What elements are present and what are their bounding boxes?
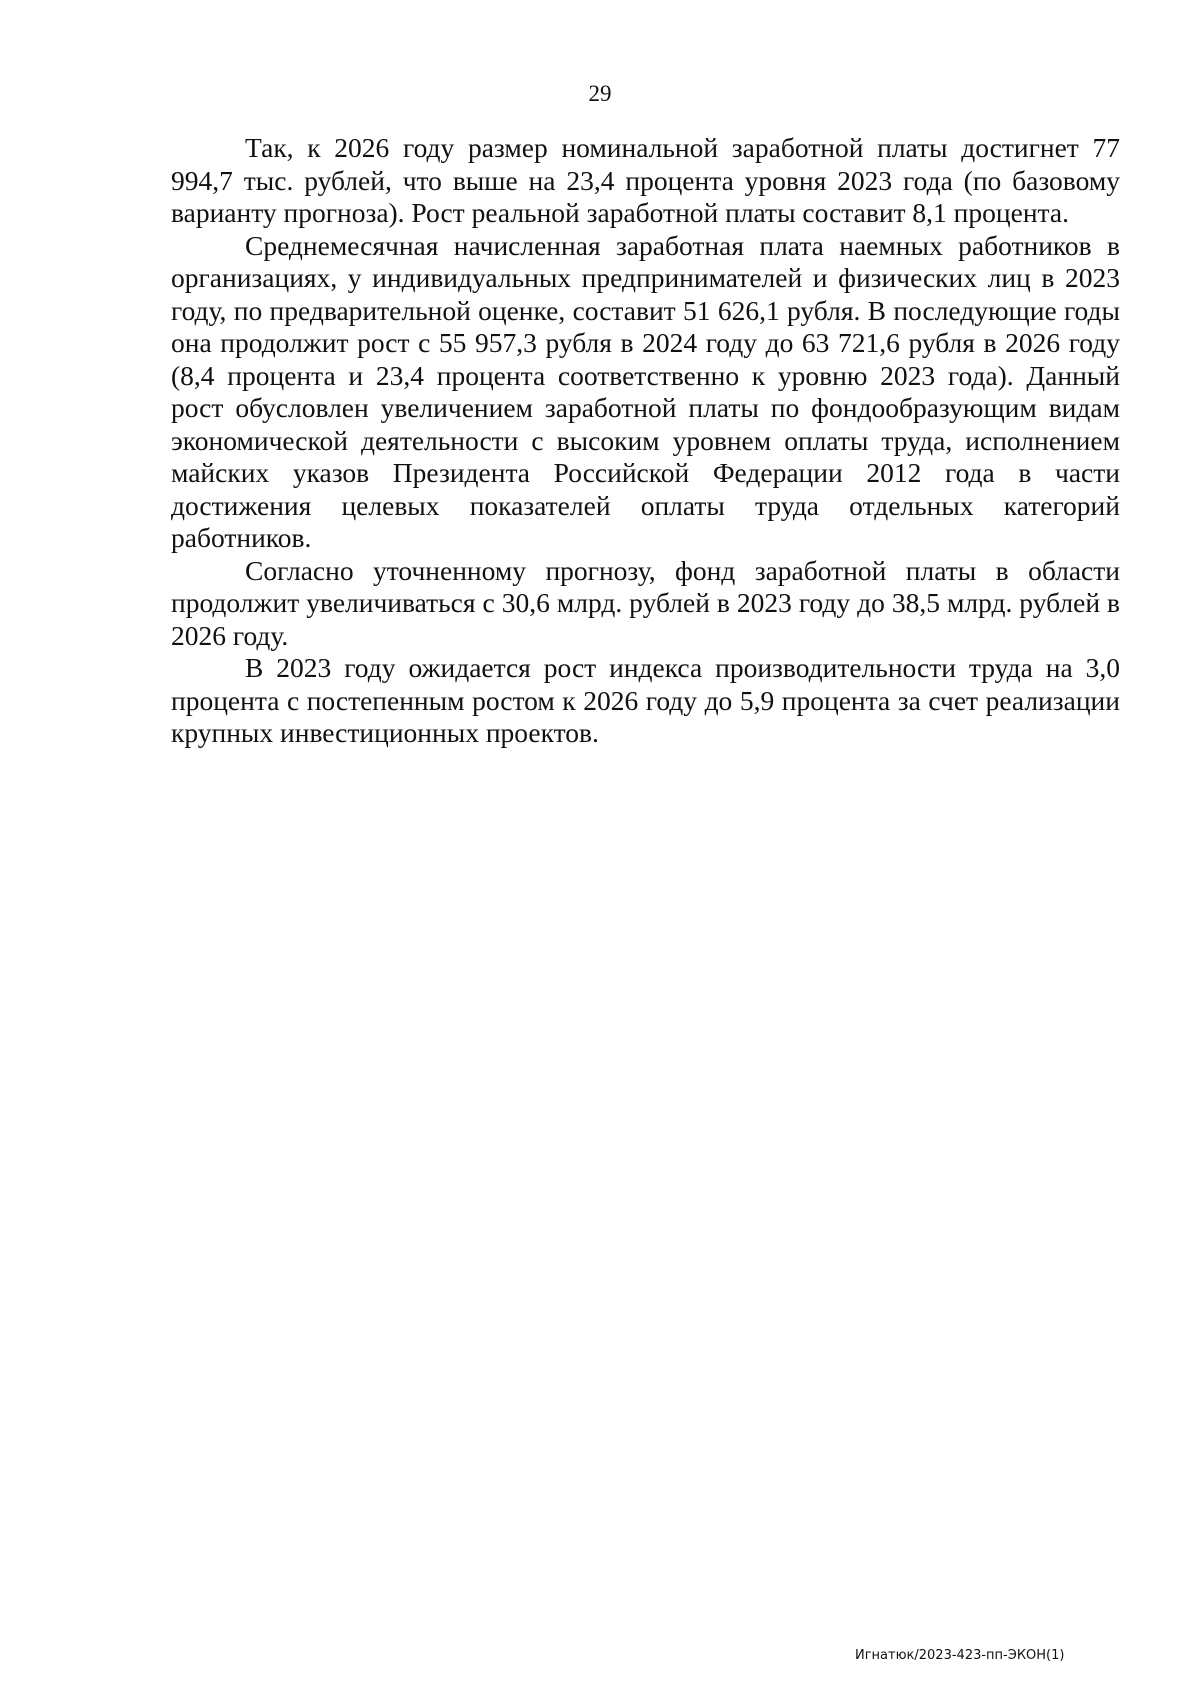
- document-body: [171, 132, 1120, 750]
- document-code: Игнатюк/2023-423-пп-ЭКОН(1): [855, 1648, 1065, 1663]
- paragraph-nominal-wage: Так, к 2026 году размер номинальной заработной платы достигнет 77 994,7 тыс. рублей, что выше на 23,4 процента уровня 2023 года (по базовому варианту прогноза). Рост реальной заработной платы составит 8,1 процента.: [171, 132, 1120, 228]
- page-number: 29: [588, 81, 612, 106]
- paragraph-labor-productivity: В 2023 году ожидается рост индекса производительности труда на 3,0 процента с постепенным ростом к 2026 году до 5,9 процента за счет реализации крупных инвестиционных проектов.: [171, 652, 1120, 748]
- paragraph-wage-fund: Согласно уточненному прогнозу, фонд заработной платы в области продолжит увеличиваться с 30,6 млрд. рублей в 2023 году до 38,5 млрд. рублей в 2026 году.: [171, 554, 1120, 651]
- paragraph-average-monthly-wage: Среднемесячная начисленная заработная плата наемных работников в организациях, у индивидуальных предпринимателей и физических лиц в 2023 году, по предварительной оценке, составит 51 626,1 рубля. В последующие годы она продолжит рост с 55 957,3 рубля в 2024 году до 63 721,6 рубля в 2026 году (8,4 процента и 23,4 процента соответственно к уровню 2023 года). Данный рост обусловлен увеличением заработной платы по фондообразующим видам экономической деятельности с высоким уровнем оплаты труда, исполнением майских указов Президента Российской Федерации 2012 года в части достижения целевых показателей оплаты труда отдельных категорий работников.: [171, 229, 1120, 553]
